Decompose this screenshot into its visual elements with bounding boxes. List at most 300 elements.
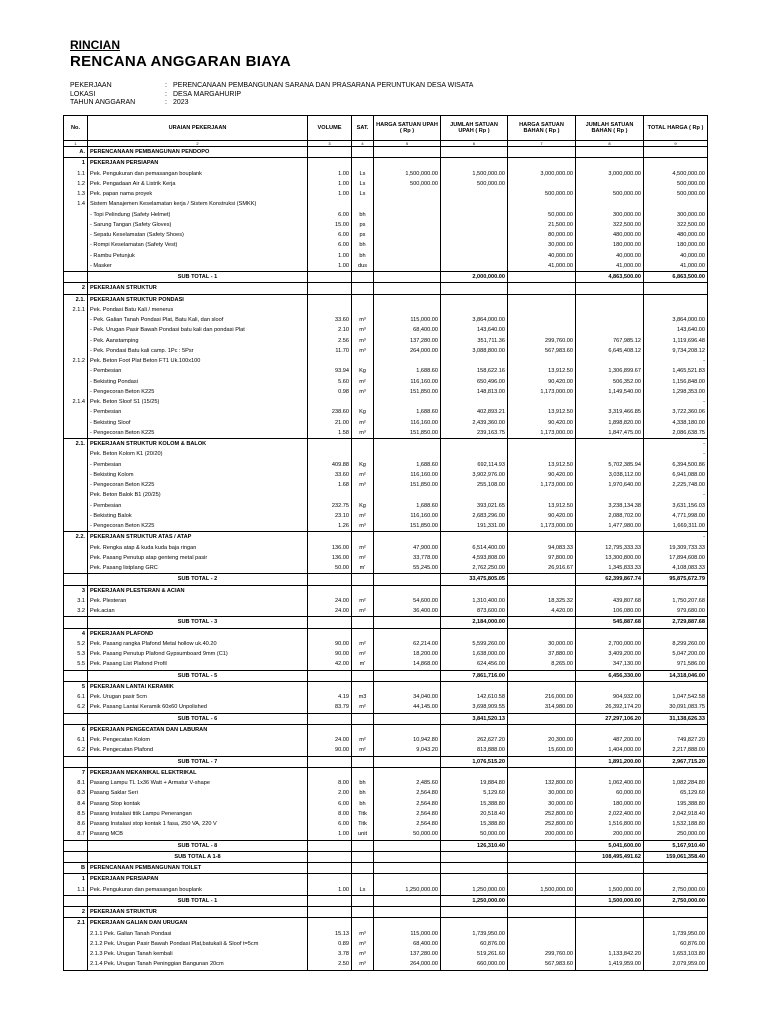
table-header [64, 116, 708, 147]
cell-total: 1,532,188.80 [644, 819, 708, 829]
cell-harga-upah: 14,868.00 [374, 659, 441, 670]
meta-key: PEKERJAAN [70, 82, 112, 89]
cell-total: 2,729,887.68 [644, 617, 708, 628]
cell-description: - Pembesian [88, 501, 308, 511]
cell-total [644, 918, 708, 929]
cell-unit: bh [352, 251, 374, 261]
col-header-jumlah-bahan: JUMLAH SATUAN BAHAN ( Rp ) [576, 116, 644, 141]
cell-jumlah-upah [441, 681, 508, 692]
cell-harga-bahan: 567,983.60 [508, 959, 576, 970]
cell-jumlah-upah: 692,114.93 [441, 460, 508, 470]
cell-total [644, 585, 708, 596]
cell-unit [352, 574, 374, 585]
table-row [64, 261, 708, 272]
cell-jumlah-bahan: 545,887.68 [576, 617, 644, 628]
cell-total: 14,318,046.00 [644, 670, 708, 681]
cell-harga-bahan: 1,173,000.00 [508, 387, 576, 397]
subtotal-row [64, 574, 708, 585]
cell-description: Pek. Beton Foot Plat Beton FT1 Uk.100x100 [88, 356, 308, 366]
cell-harga-bahan [508, 939, 576, 949]
cell-total [644, 628, 708, 639]
cell-harga-bahan: 30,000.00 [508, 240, 576, 250]
cell-total: 6,941,088.00 [644, 470, 708, 480]
cell-harga-upah [374, 895, 441, 906]
cell-harga-bahan: 97,800.00 [508, 553, 576, 563]
cell-unit: Ls [352, 885, 374, 896]
cell-jumlah-upah [441, 283, 508, 294]
cell-harga-upah: 9,043.20 [374, 745, 441, 756]
cell-unit: m² [352, 639, 374, 649]
cell-volume: 238.60 [308, 407, 352, 417]
cell-unit [352, 439, 374, 450]
cell-harga-upah: 1,688.60 [374, 407, 441, 417]
cell-unit [352, 874, 374, 885]
cell-harga-upah: 1,688.60 [374, 501, 441, 511]
cell-unit [352, 283, 374, 294]
meta-key: TAHUN ANGGARAN [70, 99, 136, 106]
cell-volume: 11.70 [308, 346, 352, 356]
cell-no: 6.2 [64, 702, 88, 713]
cell-unit: Kg [352, 407, 374, 417]
cell-jumlah-upah: 1,638,000.00 [441, 649, 508, 659]
cell-jumlah-bahan: 40,000.00 [576, 251, 644, 261]
meta-value: DESA MARGAHURIP [173, 90, 242, 98]
cell-jumlah-bahan: 347,130.00 [576, 659, 644, 670]
cell-no: 5 [64, 681, 88, 692]
cell-volume [308, 767, 352, 778]
cell-harga-bahan [508, 840, 576, 851]
subtotal-row [64, 756, 708, 767]
col-number: 7 [508, 141, 576, 147]
cell-jumlah-bahan: 322,500.00 [576, 220, 644, 230]
table-row [64, 480, 708, 490]
cell-jumlah-upah: 660,000.00 [441, 959, 508, 970]
cell-harga-bahan [508, 294, 576, 305]
cell-no: 8.1 [64, 778, 88, 788]
cell-jumlah-upah [441, 189, 508, 199]
cell-harga-upah [374, 272, 441, 283]
cell-unit [352, 851, 374, 862]
section-row [64, 918, 708, 929]
col-header-no: No. [64, 116, 88, 141]
cell-no [64, 418, 88, 428]
cell-total: 979,680.00 [644, 606, 708, 617]
table-row [64, 788, 708, 798]
cell-jumlah-bahan: 1,419,959.00 [576, 959, 644, 970]
cell-harga-upah [374, 863, 441, 874]
cell-volume: 50.00 [308, 563, 352, 574]
col-header-sat: SAT. [352, 116, 374, 141]
table-row [64, 397, 708, 407]
cell-description: 2.1.1 Pek. Galian Tanah Pondasi [88, 929, 308, 939]
cell-no: 1.1 [64, 169, 88, 179]
cell-harga-upah: 44,145.00 [374, 702, 441, 713]
cell-jumlah-bahan [576, 490, 644, 500]
cell-harga-upah [374, 220, 441, 230]
cell-harga-upah [374, 356, 441, 366]
cell-unit: m³ [352, 428, 374, 439]
cell-total: 159,061,358.40 [644, 851, 708, 862]
cell-jumlah-bahan [576, 294, 644, 305]
cell-no [64, 240, 88, 250]
cell-total: 1,119,696.48 [644, 336, 708, 346]
cell-no: 8.3 [64, 788, 88, 798]
table-row [64, 210, 708, 220]
cell-total: 1,298,353.00 [644, 387, 708, 397]
cell-jumlah-bahan [576, 907, 644, 918]
cell-no: 8.6 [64, 819, 88, 829]
cell-no [64, 670, 88, 681]
cell-harga-upah [374, 724, 441, 735]
cell-harga-bahan [508, 628, 576, 639]
col-number: 5 [374, 141, 441, 147]
cell-jumlah-bahan: 1,404,000.00 [576, 745, 644, 756]
cell-description: Pek. Pondasi Batu Kali / menerus [88, 305, 308, 315]
cell-description: PEKERJAAN PERSIAPAN [88, 874, 308, 885]
subtotal-row [64, 895, 708, 906]
cell-description: Pasang MCB [88, 829, 308, 840]
col-header-jumlah-upah: JUMLAH SATUAN UPAH ( Rp ) [441, 116, 508, 141]
cell-total: 2,750,000.00 [644, 895, 708, 906]
cell-total [644, 199, 708, 209]
col-number: 6 [441, 141, 508, 147]
cell-harga-bahan: 90,420.00 [508, 511, 576, 521]
cell-total: 143,640.00 [644, 325, 708, 335]
col-header-total: TOTAL HARGA ( Rp ) [644, 116, 708, 141]
table-row [64, 377, 708, 387]
cell-harga-bahan [508, 907, 576, 918]
cell-jumlah-bahan [576, 767, 644, 778]
cell-unit: bh [352, 210, 374, 220]
cell-unit: m3 [352, 692, 374, 702]
cell-jumlah-bahan: 1,149,540.00 [576, 387, 644, 397]
cell-volume [308, 756, 352, 767]
cell-description: - Topi Pelindung (Safety Helmet) [88, 210, 308, 220]
cell-unit [352, 895, 374, 906]
cell-jumlah-bahan: 1,306,899.67 [576, 366, 644, 376]
cell-volume: 15.00 [308, 220, 352, 230]
cell-description: Pek. Plesteran [88, 596, 308, 606]
cell-harga-upah [374, 147, 441, 158]
cell-harga-upah [374, 158, 441, 169]
subtotal-row [64, 840, 708, 851]
cell-total: 8,299,260.00 [644, 639, 708, 649]
cell-unit [352, 356, 374, 366]
cell-harga-bahan: 30,000.00 [508, 799, 576, 809]
cell-jumlah-bahan: 3,000,000.00 [576, 169, 644, 179]
cell-description: Pek. Beton Balok B1 (20/25) [88, 490, 308, 500]
cell-description: - Pek. Aanstamping [88, 336, 308, 346]
cell-harga-upah [374, 617, 441, 628]
cell-volume: 8.00 [308, 809, 352, 819]
col-number: 1 [64, 141, 88, 147]
cell-unit [352, 767, 374, 778]
cell-jumlah-upah: 148,813.00 [441, 387, 508, 397]
cell-no [64, 501, 88, 511]
table-row [64, 778, 708, 788]
cell-total [644, 294, 708, 305]
cell-total: - [644, 356, 708, 366]
cell-unit: m² [352, 377, 374, 387]
table-row [64, 240, 708, 250]
cell-description: PERENCANAAN PEMBANGUNAN PENDOPO [88, 147, 308, 158]
cell-harga-bahan: 40,000.00 [508, 251, 576, 261]
cell-jumlah-upah: 3,841,520.13 [441, 713, 508, 724]
cell-description: PEKERJAAN GALIAN DAN URUGAN [88, 918, 308, 929]
cell-volume: 409.88 [308, 460, 352, 470]
cell-total: 500,000.00 [644, 189, 708, 199]
cell-volume [308, 724, 352, 735]
subtotal-row [64, 272, 708, 283]
table-row [64, 692, 708, 702]
cell-volume [308, 199, 352, 209]
cell-harga-bahan [508, 439, 576, 450]
cell-harga-bahan: 21,500.00 [508, 220, 576, 230]
cell-total [644, 681, 708, 692]
cell-total: 17,894,608.00 [644, 553, 708, 563]
col-header-harga-upah: HARGA SATUAN UPAH ( Rp ) [374, 116, 441, 141]
cell-total [644, 724, 708, 735]
cell-volume: 90.00 [308, 745, 352, 756]
cell-total: 31,138,626.33 [644, 713, 708, 724]
cell-jumlah-bahan: 506,352.00 [576, 377, 644, 387]
cell-volume: 6.00 [308, 230, 352, 240]
cell-unit: m² [352, 418, 374, 428]
cell-no: 7 [64, 767, 88, 778]
table-row [64, 189, 708, 199]
cell-harga-upah [374, 283, 441, 294]
cell-unit [352, 617, 374, 628]
cell-total: 30,091,083.75 [644, 702, 708, 713]
cell-unit: m³ [352, 939, 374, 949]
cell-volume: 6.00 [308, 819, 352, 829]
cell-harga-bahan: 1,500,000.00 [508, 885, 576, 896]
table-row [64, 315, 708, 325]
cell-volume: 6.00 [308, 799, 352, 809]
cell-harga-upah: 2,564.80 [374, 809, 441, 819]
cell-jumlah-upah [441, 907, 508, 918]
cell-total: 1,465,521.83 [644, 366, 708, 376]
cell-jumlah-bahan [576, 863, 644, 874]
table-row [64, 885, 708, 896]
cell-jumlah-bahan: 180,000.00 [576, 240, 644, 250]
cell-jumlah-bahan: 60,000.00 [576, 788, 644, 798]
section-row [64, 907, 708, 918]
cell-no [64, 543, 88, 553]
cell-description: 2.1.3 Pek. Urugan Tanah kembali [88, 949, 308, 959]
cell-unit [352, 713, 374, 724]
cell-jumlah-bahan: 1,345,833.33 [576, 563, 644, 574]
cell-jumlah-bahan: 500,000.00 [576, 189, 644, 199]
cell-unit: Titk [352, 809, 374, 819]
cell-harga-upah [374, 240, 441, 250]
cell-harga-upah [374, 397, 441, 407]
cell-jumlah-bahan [576, 397, 644, 407]
cell-no: 3.1 [64, 596, 88, 606]
cell-unit: m² [352, 596, 374, 606]
cell-no [64, 959, 88, 970]
cell-harga-bahan: 37,880.00 [508, 649, 576, 659]
section-row [64, 863, 708, 874]
col-number: 4 [352, 141, 374, 147]
cell-volume: 21.00 [308, 418, 352, 428]
meta-value: 2023 [173, 99, 189, 106]
cell-unit: m² [352, 606, 374, 617]
cell-jumlah-upah: 19,884.80 [441, 778, 508, 788]
subtotal-row [64, 670, 708, 681]
cell-harga-bahan [508, 895, 576, 906]
table-row [64, 169, 708, 179]
cell-unit: m² [352, 735, 374, 745]
cell-harga-bahan: 314,980.00 [508, 702, 576, 713]
col-number: 3 [308, 141, 352, 147]
cell-harga-upah: 1,688.60 [374, 366, 441, 376]
table-row [64, 346, 708, 356]
cell-total: 2,225,748.00 [644, 480, 708, 490]
cell-volume: 1.00 [308, 829, 352, 840]
cell-jumlah-bahan [576, 628, 644, 639]
table-row [64, 929, 708, 939]
table-row [64, 702, 708, 713]
cell-unit: ps [352, 230, 374, 240]
cell-jumlah-bahan: 3,319,466.85 [576, 407, 644, 417]
cell-unit [352, 628, 374, 639]
rab-table [63, 115, 708, 971]
cell-description: Pasang Saklar Seri [88, 788, 308, 798]
cell-harga-bahan: 13,912.50 [508, 366, 576, 376]
subtotal-row [64, 713, 708, 724]
cell-total: 1,669,311.00 [644, 521, 708, 532]
col-number: 8 [576, 141, 644, 147]
cell-harga-bahan: 216,000.00 [508, 692, 576, 702]
cell-harga-upah: 116,160.00 [374, 418, 441, 428]
cell-volume: 24.00 [308, 606, 352, 617]
cell-jumlah-upah [441, 240, 508, 250]
cell-total: 5,167,910.40 [644, 840, 708, 851]
cell-total: 3,722,360.06 [644, 407, 708, 417]
cell-jumlah-bahan: 27,297,106.20 [576, 713, 644, 724]
cell-volume: 6.00 [308, 210, 352, 220]
cell-jumlah-upah [441, 585, 508, 596]
cell-description: Pek. Beton Kolom K1 (20/20) [88, 449, 308, 459]
cell-harga-bahan: 15,600.00 [508, 745, 576, 756]
cell-jumlah-upah [441, 210, 508, 220]
cell-description: Pek.acian [88, 606, 308, 617]
cell-unit: m² [352, 745, 374, 756]
cell-jumlah-bahan: 2,088,702.00 [576, 511, 644, 521]
section-row [64, 439, 708, 450]
cell-harga-upah: 1,250,000.00 [374, 885, 441, 896]
cell-harga-upah: 18,200.00 [374, 649, 441, 659]
table-row [64, 606, 708, 617]
cell-no [64, 366, 88, 376]
cell-total: - [644, 449, 708, 459]
cell-harga-bahan [508, 851, 576, 862]
cell-volume: 24.00 [308, 735, 352, 745]
cell-jumlah-upah: 650,496.00 [441, 377, 508, 387]
cell-unit [352, 907, 374, 918]
cell-total: 4,338,180.00 [644, 418, 708, 428]
cell-unit: m³ [352, 959, 374, 970]
cell-jumlah-bahan: 1,516,800.00 [576, 819, 644, 829]
cell-total: 19,309,733.33 [644, 543, 708, 553]
cell-description: Pek. Pasang rangka Plafond Metal hollow uk.40.20 [88, 639, 308, 649]
section-row [64, 681, 708, 692]
cell-unit [352, 756, 374, 767]
cell-total: 41,000.00 [644, 261, 708, 272]
cell-volume: 0.98 [308, 387, 352, 397]
cell-jumlah-upah: 7,861,716.00 [441, 670, 508, 681]
cell-description: Pek. Pasang Lantai Keramik 60x60 Unpolished [88, 702, 308, 713]
cell-unit: bh [352, 240, 374, 250]
table-row [64, 490, 708, 500]
cell-harga-upah [374, 670, 441, 681]
cell-harga-upah [374, 874, 441, 885]
table-row [64, 220, 708, 230]
cell-no: 1.1 [64, 885, 88, 896]
cell-jumlah-upah [441, 251, 508, 261]
cell-no: 5.5 [64, 659, 88, 670]
cell-jumlah-upah: 142,610.58 [441, 692, 508, 702]
cell-unit [352, 449, 374, 459]
table-row [64, 407, 708, 417]
cell-harga-upah: 47,900.00 [374, 543, 441, 553]
cell-total: 480,000.00 [644, 230, 708, 240]
cell-harga-upah [374, 851, 441, 862]
cell-harga-bahan [508, 449, 576, 459]
cell-description: 2.1.2 Pek. Urugan Pasir Bawah Pondasi Plat,batukali & Sloof t=5cm [88, 939, 308, 949]
cell-volume: 1.68 [308, 480, 352, 490]
cell-unit: m² [352, 511, 374, 521]
cell-no: 2 [64, 283, 88, 294]
cell-no: B [64, 863, 88, 874]
cell-volume [308, 863, 352, 874]
section-row [64, 628, 708, 639]
cell-no: 5.2 [64, 639, 88, 649]
cell-jumlah-bahan: 1,970,640.00 [576, 480, 644, 490]
cell-no [64, 574, 88, 585]
cell-description: SUB TOTAL A 1-8 [88, 851, 308, 862]
cell-jumlah-upah [441, 230, 508, 240]
cell-jumlah-upah: 3,864,000.00 [441, 315, 508, 325]
cell-description: Pek. Pengecatan Kolom [88, 735, 308, 745]
table-row [64, 366, 708, 376]
cell-jumlah-upah: 20,518.40 [441, 809, 508, 819]
cell-harga-bahan: 90,420.00 [508, 470, 576, 480]
cell-total: 6,394,500.86 [644, 460, 708, 470]
cell-jumlah-bahan [576, 283, 644, 294]
cell-no: 2.1.2 [64, 356, 88, 366]
cell-jumlah-upah [441, 851, 508, 862]
cell-harga-upah: 2,564.80 [374, 819, 441, 829]
cell-jumlah-upah [441, 874, 508, 885]
cell-jumlah-bahan: 1,500,000.00 [576, 885, 644, 896]
cell-harga-upah [374, 230, 441, 240]
cell-description: Pek. Rengka atap & kuda kuda baja ringan [88, 543, 308, 553]
col-header-volume: VOLUME [308, 116, 352, 141]
cell-jumlah-upah [441, 490, 508, 500]
cell-total: 195,388.80 [644, 799, 708, 809]
cell-jumlah-upah: 624,456.00 [441, 659, 508, 670]
cell-description: SUB TOTAL - 5 [88, 670, 308, 681]
cell-harga-upah: 151,850.00 [374, 480, 441, 490]
cell-unit [352, 147, 374, 158]
cell-harga-bahan [508, 681, 576, 692]
cell-harga-bahan [508, 767, 576, 778]
cell-jumlah-bahan: 6,645,408.12 [576, 346, 644, 356]
cell-total: 1,047,542.58 [644, 692, 708, 702]
cell-description: Pasang Lampu TL 1x36 Watt + Armatur V-shape [88, 778, 308, 788]
